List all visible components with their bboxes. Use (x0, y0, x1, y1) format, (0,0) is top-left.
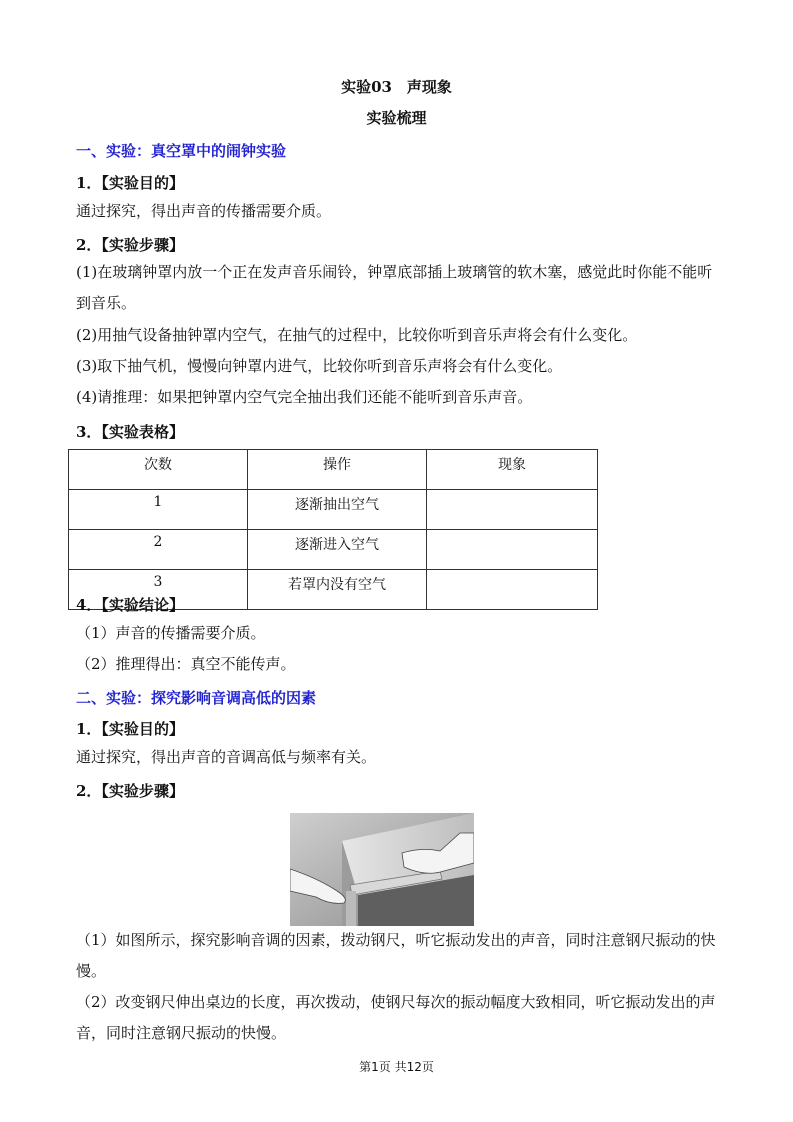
ruler-experiment-image (290, 813, 474, 926)
table-cell: 若罩内没有空气 (248, 570, 427, 610)
table-cell: 3 (69, 570, 248, 610)
section2-step1: （1）如图所示，探究影响音调的因素，拨动钢尺，听它振动发出的声音，同时注意钢尺振动的快慢。 (76, 931, 716, 980)
section2-purpose: 通过探究，得出声音的音调高低与频率有关。 (76, 748, 377, 766)
section1-conclusion1: （1）声音的传播需要介质。 (76, 624, 266, 642)
table-cell (427, 490, 598, 530)
section1-step4: (4)请推理：如果把钟罩内空气完全抽出我们还能不能听到音乐声音。 (76, 388, 533, 406)
section2-purpose-head: 1．【实验目的】 (76, 720, 184, 738)
section1-step3: (3)取下抽气机，慢慢向钟罩内进气，比较你听到音乐声将会有什么变化。 (76, 357, 563, 375)
table-cell (427, 570, 598, 610)
table-cell: 逐渐进入空气 (248, 530, 427, 570)
page-subtitle: 实验梳理 (366, 109, 427, 127)
table-header-cell: 操作 (248, 450, 427, 490)
page-title: 实验03 声现象 (341, 78, 452, 96)
section1-conclusion-head: 4．【实验结论】 (76, 596, 184, 614)
table-cell: 逐渐抽出空气 (248, 490, 427, 530)
table-header-row (69, 450, 598, 490)
section2-step2: （2）改变钢尺伸出桌边的长度，再次拨动，使钢尺每次的振动幅度大致相同，听它振动发出的声音，同时注意钢尺振动的快慢。 (76, 993, 716, 1042)
section1-conclusion2: （2）推理得出：真空不能传声。 (76, 655, 296, 673)
table-cell: 1 (69, 490, 248, 530)
section1-heading: 一、实验：真空罩中的闹钟实验 (76, 142, 287, 160)
table-cell (427, 530, 598, 570)
table-row (69, 530, 598, 570)
section1-step2: (2)用抽气设备抽钟罩内空气，在抽气的过程中，比较你听到音乐声将会有什么变化。 (76, 326, 638, 344)
experiment-table (68, 449, 598, 610)
section1-table-head: 3．【实验表格】 (76, 423, 184, 441)
section1-purpose: 通过探究，得出声音的传播需要介质。 (76, 202, 332, 220)
table-row (69, 490, 598, 530)
ruler-experiment-figure (290, 813, 474, 926)
table-header-cell: 现象 (427, 450, 598, 490)
table-header-cell: 次数 (69, 450, 248, 490)
section1-step1: (1)在玻璃钟罩内放一个正在发声音乐闹铃，钟罩底部插上玻璃管的软木塞，感觉此时你能不能听到音乐。 (76, 263, 713, 312)
page-footer: 第1页 共12页 (359, 1060, 434, 1074)
table-cell: 2 (69, 530, 248, 570)
section1-purpose-head: 1．【实验目的】 (76, 174, 184, 192)
section2-steps-head: 2．【实验步骤】 (76, 782, 184, 800)
section1-steps-head: 2．【实验步骤】 (76, 236, 184, 254)
section2-heading: 二、实验：探究影响音调高低的因素 (76, 689, 317, 707)
